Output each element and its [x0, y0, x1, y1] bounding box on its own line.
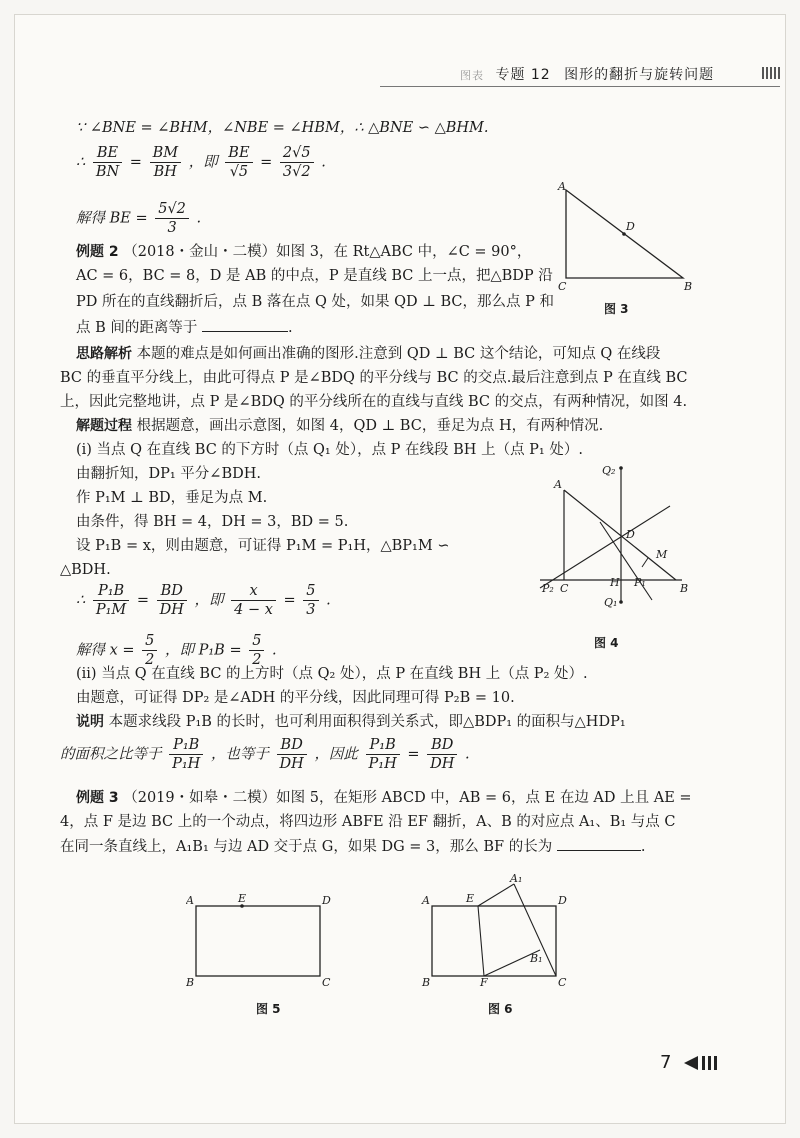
example-3-line-1	[76, 788, 692, 808]
text: 本题求线段 P₁B 的长时，也可利用面积得到关系式，即△BDP₁ 的面积与△HDP₁	[108, 714, 626, 730]
label-q2: Q₂	[602, 464, 616, 477]
text: 解得 BE =	[76, 210, 148, 227]
fraction: $\frac{2√5}{3√2}$	[280, 144, 314, 181]
fold-line-ef	[478, 906, 484, 976]
text: .	[272, 642, 277, 659]
page-arrow-icon	[684, 1054, 722, 1072]
fraction: $\frac{5}{3}$	[303, 582, 318, 619]
label-e: E	[466, 892, 475, 905]
fraction: $\frac{BE}{√5}$	[225, 144, 252, 181]
label-a: A	[554, 478, 562, 491]
text: 的面积之比等于	[60, 746, 162, 763]
fraction-line	[76, 200, 201, 237]
fraction-line	[76, 144, 326, 181]
figure-3-caption: 图 3	[604, 302, 629, 316]
fraction: $\frac{\text{P₁B}}{\text{P₁M}}$	[93, 582, 129, 619]
label-h: H	[610, 576, 620, 589]
text: 本题的难点是如何画出准确的图形.注意到 QD ⊥ BC 这个结论，可知点 Q 在线段	[136, 346, 661, 362]
text-line: 点 B 间的距离等于 .	[76, 317, 293, 338]
label-d: D	[626, 528, 635, 541]
header-bars-icon	[762, 67, 780, 79]
label-c: C	[558, 976, 567, 988]
figure-5	[186, 890, 336, 990]
label-d: D	[558, 894, 567, 907]
header-tag: 图表	[460, 69, 484, 82]
fraction-line	[76, 582, 331, 619]
figure-5-caption: 图 5	[256, 1002, 281, 1016]
figure-4-caption: 图 4	[594, 636, 619, 650]
label-b1: B₁	[530, 952, 543, 965]
text-line: 由翻折知，DP₁ 平分∠BDH.	[76, 466, 261, 482]
running-header	[460, 64, 780, 86]
text: ，即 P₁B =	[165, 642, 242, 659]
process-line-1	[76, 416, 603, 436]
text-line: BC 的垂直平分线上，由此可得点 P 是∠BDQ 的平分线与 BC 的交点.最后注意到点 P 在直线 BC	[60, 370, 688, 386]
figure-6	[418, 868, 578, 988]
fraction: $\frac{5}{2}$	[142, 632, 157, 669]
text: 点 B 间的距离等于	[76, 320, 198, 336]
text: .	[196, 210, 202, 227]
example-2-line-1	[76, 242, 531, 262]
label-a: A	[186, 894, 194, 907]
answer-blank	[557, 836, 641, 851]
label-d: D	[322, 894, 331, 907]
text-line: 4，点 F 是边 BC 上的一个动点，将四边形 ABFE 沿 EF 翻折，A、B 的对应点 A₁、B₁ 与点 C	[60, 814, 676, 830]
text: ，因此	[314, 746, 358, 763]
fraction: $\frac{5}{2}$	[249, 632, 264, 669]
segment-ea1	[478, 884, 514, 906]
point-q2	[619, 466, 623, 470]
text-line: 在同一条直线上，A₁B₁ 与边 AD 交于点 G，如果 DG = 3，那么 BF 的长为 .	[60, 836, 645, 857]
label-b: B	[422, 976, 431, 988]
therefore: ∴	[76, 592, 86, 609]
equals: =	[260, 154, 273, 171]
fraction: $\frac{x}{4 - x}$	[231, 582, 276, 619]
note-label: 说明	[76, 714, 104, 730]
page-number: 7	[660, 1052, 672, 1073]
equals: =	[129, 154, 142, 171]
text-line: 上，因此完整地讲，点 P 是∠BDQ 的平分线所在的直线与直线 BC 的交点，有两种情况，如图 4.	[60, 394, 688, 410]
bisector-dp2	[540, 506, 670, 588]
label-a1: A₁	[510, 872, 523, 885]
label-b: B	[680, 582, 689, 595]
text: ，也等于	[210, 746, 269, 763]
fraction: $\frac{\text{P₁B}}{\text{P₁H}}$	[169, 736, 203, 773]
label-a: A	[558, 180, 566, 193]
label-f: F	[480, 976, 488, 988]
answer-blank	[202, 317, 288, 332]
analysis-label: 思路解析	[76, 346, 132, 362]
header-title: 图形的翻折与旋转问题	[564, 67, 715, 83]
text: ，即	[188, 154, 218, 171]
text-line: 作 P₁M ⊥ BD，垂足为点 M.	[76, 490, 268, 506]
fraction: $\frac{BE}{BN}$	[93, 144, 122, 181]
fraction: $\frac{BD}{DH}$	[157, 582, 187, 619]
process-label: 解题过程	[76, 418, 132, 434]
text-line: 由条件，得 BH = 4，DH = 3，BD = 5.	[76, 514, 349, 530]
therefore: ∴	[76, 154, 86, 171]
equals: =	[407, 746, 420, 763]
text-line: 由题意，可证得 DP₂ 是∠ADH 的平分线，因此同理可得 P₂B = 10.	[76, 690, 515, 706]
label-q1: Q₁	[604, 596, 618, 609]
fraction: $\frac{BM}{BH}$	[150, 144, 182, 181]
fraction-line	[60, 736, 470, 773]
label-c: C	[560, 582, 569, 595]
rectangle-abcd	[432, 906, 556, 976]
text: .	[465, 746, 470, 763]
text: 在同一条直线上，A₁B₁ 与边 AD 交于点 G，如果 DG = 3，那么 BF 的长为	[60, 839, 553, 855]
note-line-1	[76, 712, 626, 732]
text-line: △BDH.	[60, 562, 111, 578]
text: ，即	[194, 592, 224, 609]
segment-ab	[564, 490, 676, 580]
label-d: D	[626, 220, 635, 233]
fraction: $\frac{BD}{DH}$	[277, 736, 307, 773]
label-c: C	[558, 280, 567, 293]
fraction: $\frac{5√2}{3}$	[155, 200, 189, 237]
label-b: B	[186, 976, 195, 989]
text-line: PD 所在的直线翻折后，点 B 落在点 Q 处，如果 QD ⊥ BC，那么点 P 和	[76, 294, 554, 310]
label-a: A	[422, 894, 430, 907]
equals: =	[136, 592, 150, 609]
text-line: ∵ ∠BNE = ∠BHM，∠NBE = ∠HBM，∴ △BNE ∽ △BHM.	[76, 120, 489, 136]
text-line: (i) 当点 Q 在直线 BC 的下方时（点 Q₁ 处），点 P 在线段 BH 上（点 P₁ 处）.	[76, 442, 583, 458]
label-b: B	[684, 280, 693, 293]
text-line: (ii) 当点 Q 在直线 BC 的上方时（点 Q₂ 处），点 P 在直线 BH 上（点 P₂ 处）.	[76, 666, 588, 682]
example-3-label: 例题 3	[76, 790, 119, 806]
figure-6-caption: 图 6	[488, 1002, 513, 1016]
label-e: E	[238, 892, 247, 905]
header-rule	[380, 86, 780, 87]
label-c: C	[322, 976, 331, 989]
text-line: 设 P₁B = x，则由题意，可证得 P₁M = P₁H，△BP₁M ∽	[76, 538, 450, 554]
point-q1	[619, 600, 623, 604]
fraction: $\frac{BD}{DH}$	[427, 736, 457, 773]
fraction: $\frac{\text{P₁B}}{\text{P₁H}}$	[366, 736, 400, 773]
text: （2019・如皋・二模）如图 5，在矩形 ABCD 中，AB = 6，点 E 在边 AD 上且 AE =	[123, 790, 692, 806]
example-2-label: 例题 2	[76, 244, 119, 260]
label-m: M	[656, 548, 668, 561]
text: .	[321, 154, 326, 171]
text: .	[326, 592, 331, 609]
analysis-line-1	[76, 344, 660, 364]
text: （2018・金山・二模）如图 3，在 Rt△ABC 中，∠C = 90°，	[123, 244, 532, 260]
equals: =	[283, 592, 296, 609]
segment-p1m	[642, 558, 648, 567]
text: 解得 x =	[76, 642, 135, 659]
text-line: AC = 6，BC = 8，D 是 AB 的中点，P 是直线 BC 上一点，把△BDP 沿	[76, 268, 553, 284]
label-p1: P₁	[634, 576, 646, 589]
label-p2: P₂	[542, 582, 554, 595]
rectangle-abcd	[196, 906, 320, 976]
text: 根据题意，画出示意图，如图 4，QD ⊥ BC，垂足为点 H，有两种情况.	[136, 418, 604, 434]
figure-4	[530, 462, 700, 612]
header-topic: 专题 12	[495, 67, 551, 83]
